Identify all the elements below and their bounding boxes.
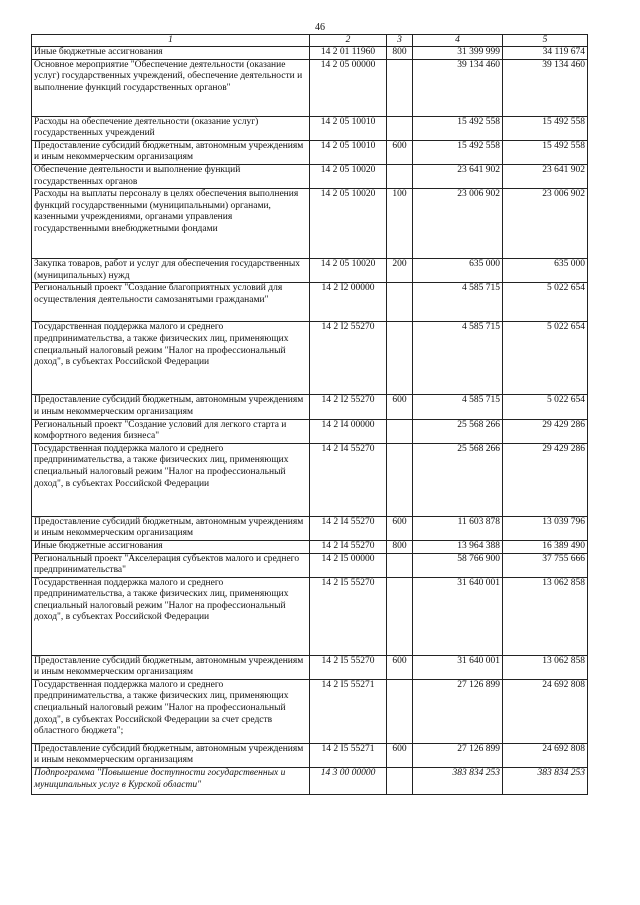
row-code-cell: 14 2 I5 55271 (310, 743, 387, 767)
header-row (32, 35, 588, 47)
row-value-year1-cell: 27 126 899 (413, 743, 503, 767)
row-vr-cell: 600 (387, 743, 413, 767)
row-vr-cell: 600 (387, 516, 413, 540)
table-row (32, 443, 588, 516)
row-code-cell: 14 2 I4 55270 (310, 540, 387, 553)
budget-table (31, 34, 588, 795)
row-vr-cell (387, 443, 413, 516)
row-code-cell: 14 2 I5 00000 (310, 553, 387, 577)
row-value-year1-cell: 31 640 001 (413, 655, 503, 679)
table-row (32, 768, 588, 795)
row-name-cell: Иные бюджетные ассигнования (32, 47, 310, 60)
header-cell: 3 (387, 35, 413, 47)
row-code-cell: 14 2 I4 00000 (310, 419, 387, 443)
row-vr-cell (387, 59, 413, 116)
row-value-year1-cell: 383 834 253 (413, 768, 503, 795)
row-value-year1-cell: 4 585 715 (413, 322, 503, 395)
row-value-year1-cell: 39 134 460 (413, 59, 503, 116)
row-code-cell: 14 2 I5 55270 (310, 577, 387, 655)
table-row (32, 140, 588, 164)
row-value-year1-cell: 58 766 900 (413, 553, 503, 577)
row-value-year1-cell: 635 000 (413, 259, 503, 283)
row-value-year1-cell: 25 568 266 (413, 443, 503, 516)
row-code-cell: 14 2 I2 00000 (310, 283, 387, 322)
row-vr-cell (387, 553, 413, 577)
row-value-year2-cell: 29 429 286 (503, 443, 588, 516)
row-name-cell: Региональный проект "Акселерация субъектов малого и среднего предпринимательства" (32, 553, 310, 577)
row-name-cell: Региональный проект "Создание благоприятных условий для осуществления деятельности самозанятыми гражданами" (32, 283, 310, 322)
row-value-year2-cell: 16 389 490 (503, 540, 588, 553)
row-value-year1-cell: 23 641 902 (413, 164, 503, 188)
table-row (32, 283, 588, 322)
row-value-year1-cell: 25 568 266 (413, 419, 503, 443)
row-vr-cell (387, 116, 413, 140)
row-value-year1-cell: 31 399 999 (413, 47, 503, 60)
row-value-year2-cell: 13 062 858 (503, 577, 588, 655)
row-value-year1-cell: 15 492 558 (413, 116, 503, 140)
row-name-cell: Предоставление субсидий бюджетным, автономным учреждениям и иным некоммерческим организациям (32, 395, 310, 419)
table-row (32, 553, 588, 577)
table-row (32, 116, 588, 140)
row-name-cell: Государственная поддержка малого и среднего предпринимательства, а также физических лиц, применяющих специальный налоговый режим "Налог на профессиональный доход", в субъектах Российской Федерации (32, 443, 310, 516)
table-row (32, 189, 588, 259)
row-name-cell: Региональный проект "Создание условий для легкого старта и комфортного ведения бизнеса" (32, 419, 310, 443)
header-cell: 5 (503, 35, 588, 47)
row-name-cell: Обеспечение деятельности и выполнение функций государственных органов (32, 164, 310, 188)
row-name-cell: Предоставление субсидий бюджетным, автономным учреждениям и иным некоммерческим организациям (32, 655, 310, 679)
page-number: 46 (315, 22, 325, 33)
row-value-year2-cell: 15 492 558 (503, 116, 588, 140)
row-vr-cell: 600 (387, 655, 413, 679)
row-name-cell: Подпрограмма "Повышение доступности государственных и муниципальных услуг в Курской области" (32, 768, 310, 795)
row-value-year1-cell: 31 640 001 (413, 577, 503, 655)
row-code-cell: 14 2 I2 55270 (310, 322, 387, 395)
row-name-cell: Государственная поддержка малого и среднего предпринимательства, а также физических лиц, применяющих специальный налоговый режим "Налог на профессиональный доход", в субъектах Российской Федерации (32, 322, 310, 395)
row-name-cell: Предоставление субсидий бюджетным, автономным учреждениям и иным некоммерческим организациям (32, 743, 310, 767)
row-name-cell: Предоставление субсидий бюджетным, автономным учреждениям и иным некоммерческим организациям (32, 516, 310, 540)
row-code-cell: 14 2 05 10010 (310, 116, 387, 140)
row-value-year2-cell: 39 134 460 (503, 59, 588, 116)
row-code-cell: 14 2 05 00000 (310, 59, 387, 116)
row-code-cell: 14 2 I5 55271 (310, 679, 387, 743)
row-name-cell: Расходы на выплаты персоналу в целях обеспечения выполнения функций государственными (муниципальными) органами, казенными учреждениями, органами управления государственными внебюджетными фондами (32, 189, 310, 259)
table-row (32, 679, 588, 743)
header-cell: 1 (32, 35, 310, 47)
row-name-cell: Иные бюджетные ассигнования (32, 540, 310, 553)
row-code-cell: 14 2 01 11960 (310, 47, 387, 60)
table-row (32, 540, 588, 553)
row-value-year1-cell: 4 585 715 (413, 395, 503, 419)
table-row (32, 655, 588, 679)
row-vr-cell (387, 322, 413, 395)
row-code-cell: 14 2 05 10020 (310, 189, 387, 259)
row-vr-cell: 600 (387, 140, 413, 164)
row-value-year2-cell: 5 022 654 (503, 395, 588, 419)
row-code-cell: 14 2 I2 55270 (310, 395, 387, 419)
row-value-year1-cell: 23 006 902 (413, 189, 503, 259)
row-vr-cell: 600 (387, 395, 413, 419)
table-row (32, 259, 588, 283)
row-value-year2-cell: 24 692 808 (503, 679, 588, 743)
row-vr-cell: 800 (387, 540, 413, 553)
row-value-year1-cell: 27 126 899 (413, 679, 503, 743)
row-name-cell: Государственная поддержка малого и среднего предпринимательства, а также физических лиц, применяющих специальный налоговый режим "Налог на профессиональный доход", в субъектах Российской Федерации (32, 577, 310, 655)
table-row (32, 59, 588, 116)
table-row (32, 47, 588, 60)
row-code-cell: 14 3 00 00000 (310, 768, 387, 795)
row-value-year1-cell: 11 603 878 (413, 516, 503, 540)
row-code-cell: 14 2 05 10020 (310, 259, 387, 283)
row-code-cell: 14 2 I5 55270 (310, 655, 387, 679)
row-value-year2-cell: 37 755 666 (503, 553, 588, 577)
row-name-cell: Расходы на обеспечение деятельности (оказание услуг) государственных учреждений (32, 116, 310, 140)
row-vr-cell (387, 419, 413, 443)
row-value-year1-cell: 13 964 388 (413, 540, 503, 553)
table-row (32, 322, 588, 395)
table-row (32, 164, 588, 188)
row-value-year2-cell: 15 492 558 (503, 140, 588, 164)
row-value-year2-cell: 13 039 796 (503, 516, 588, 540)
row-code-cell: 14 2 05 10020 (310, 164, 387, 188)
row-value-year2-cell: 635 000 (503, 259, 588, 283)
row-vr-cell (387, 283, 413, 322)
row-name-cell: Закупка товаров, работ и услуг для обеспечения государственных (муниципальных) нужд (32, 259, 310, 283)
table-row (32, 743, 588, 767)
row-vr-cell (387, 164, 413, 188)
row-code-cell: 14 2 I4 55270 (310, 443, 387, 516)
row-value-year2-cell: 23 006 902 (503, 189, 588, 259)
row-name-cell: Предоставление субсидий бюджетным, автономным учреждениям и иным некоммерческим организациям (32, 140, 310, 164)
row-value-year1-cell: 15 492 558 (413, 140, 503, 164)
table-row (32, 577, 588, 655)
row-vr-cell (387, 768, 413, 795)
row-value-year2-cell: 5 022 654 (503, 283, 588, 322)
table-row (32, 419, 588, 443)
row-value-year2-cell: 13 062 858 (503, 655, 588, 679)
row-vr-cell (387, 577, 413, 655)
row-name-cell: Основное мероприятие "Обеспечение деятельности (оказание услуг) государственных учреждений, обеспечение деятельности и выполнение функций государственных органов" (32, 59, 310, 116)
row-code-cell: 14 2 05 10010 (310, 140, 387, 164)
row-value-year2-cell: 383 834 253 (503, 768, 588, 795)
row-value-year2-cell: 5 022 654 (503, 322, 588, 395)
table-row (32, 395, 588, 419)
row-vr-cell: 100 (387, 189, 413, 259)
row-vr-cell: 800 (387, 47, 413, 60)
row-vr-cell (387, 679, 413, 743)
row-value-year2-cell: 24 692 808 (503, 743, 588, 767)
row-value-year1-cell: 4 585 715 (413, 283, 503, 322)
row-code-cell: 14 2 I4 55270 (310, 516, 387, 540)
header-cell: 2 (310, 35, 387, 47)
header-cell: 4 (413, 35, 503, 47)
row-value-year2-cell: 29 429 286 (503, 419, 588, 443)
row-vr-cell: 200 (387, 259, 413, 283)
row-value-year2-cell: 34 119 674 (503, 47, 588, 60)
table-row (32, 516, 588, 540)
row-value-year2-cell: 23 641 902 (503, 164, 588, 188)
row-name-cell: Государственная поддержка малого и среднего предпринимательства, а также физических лиц, применяющих специальный налоговый режим "Налог на профессиональный доход", в субъектах Российской Федерации за счет средств областного бюджета"; (32, 679, 310, 743)
